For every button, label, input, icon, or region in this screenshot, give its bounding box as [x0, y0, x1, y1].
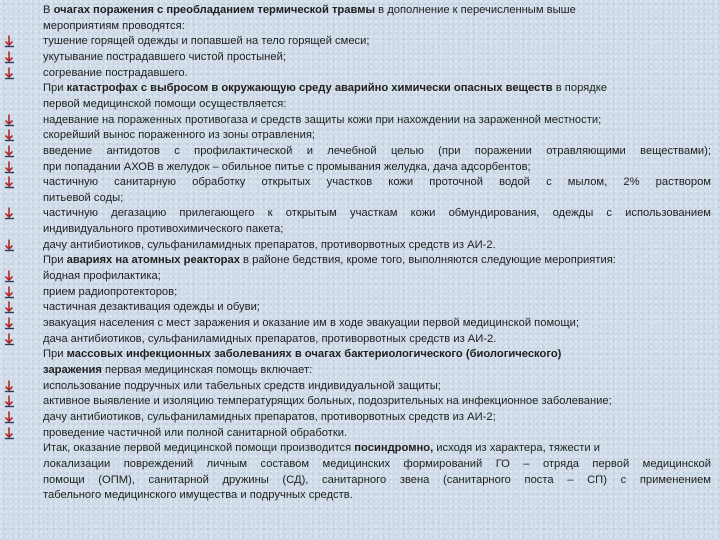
text-line [43, 97, 711, 111]
text-line [43, 394, 711, 408]
text-line [43, 363, 711, 377]
text-line [43, 34, 711, 48]
text-line [43, 441, 711, 455]
text-line [43, 238, 711, 252]
text-line [43, 379, 711, 393]
text-span: использование подручных или табельных средств индивидуальной защиты; [43, 380, 441, 392]
red-arrow-bullet-icon [4, 427, 16, 440]
text-span: При [43, 82, 67, 94]
text-span: укутывание пострадавшего чистой простыней; [43, 51, 286, 63]
text-span: йодная профилактика; [43, 270, 161, 282]
text-span: тушение горящей одежды и попавшей на тело горящей смеси; [43, 35, 370, 47]
text-span: проведение частичной или полной санитарной обработки. [43, 427, 348, 439]
red-arrow-bullet-icon [4, 395, 16, 408]
text-line [43, 347, 711, 361]
text-span: активное выявление и изоляцию температурящих больных, подозрительных на инфекционное заболевание; [43, 395, 612, 407]
red-arrow-bullet-icon [4, 161, 16, 174]
text-span: первой медицинской помощи осуществляется: [43, 98, 287, 110]
text-line [43, 457, 711, 471]
text-span: помощи (ОПМ), санитарной дружины (СД), санитарного звена (санитарного поста – СП) с применением [43, 474, 711, 486]
text-span: исходя из характера, тяжести и [433, 442, 601, 454]
text-line [43, 473, 711, 487]
text-span: частичная дезактивация одежды и обуви; [43, 301, 260, 313]
bold-text: заражения [43, 364, 102, 376]
text-span: мероприятиям проводятся: [43, 20, 185, 32]
bold-text: катастрофах с выбросом в окружающую среду аварийно химически опасных веществ [66, 82, 553, 94]
red-arrow-bullet-icon [4, 239, 16, 252]
text-line [43, 113, 711, 127]
text-line [43, 269, 711, 283]
text-line [43, 332, 711, 346]
text-line [43, 222, 711, 236]
text-line [43, 19, 711, 33]
red-arrow-bullet-icon [4, 317, 16, 330]
red-arrow-bullet-icon [4, 411, 16, 424]
text-span: в дополнение к перечисленным выше [375, 4, 576, 16]
text-line [43, 81, 711, 95]
text-span: скорейший вынос пораженного из зоны отравления; [43, 129, 315, 141]
text-span: При [43, 348, 67, 360]
text-line [43, 191, 711, 205]
text-line [43, 50, 711, 64]
red-arrow-bullet-icon [4, 286, 16, 299]
text-span: В [43, 4, 54, 16]
text-span: согревание пострадавшего. [43, 67, 188, 79]
text-span: питьевой соды; [43, 192, 124, 204]
text-span: табельного медицинского имущества и подручных средств. [43, 489, 353, 501]
bold-text: посиндромно, [354, 442, 434, 454]
text-span: Итак, оказание первой медицинской помощи производится [43, 442, 355, 454]
text-span: в порядке [552, 82, 608, 94]
red-arrow-bullet-icon [4, 270, 16, 283]
text-line [43, 66, 711, 80]
text-span: при попадании АХОВ в желудок – обильное питье с промывания желудка, дача адсорбентов; [43, 161, 531, 173]
text-span: частичную дегазацию прилегающего к открытым участкам кожи обмундирования, одежды с использованием [43, 207, 711, 219]
text-line [43, 206, 711, 220]
text-span: введение антидотов с профилактической и лечебной целью (при поражении отравляющими веществами); [43, 145, 711, 157]
text-line [43, 410, 711, 424]
text-line [43, 128, 711, 142]
red-arrow-bullet-icon [4, 51, 16, 64]
red-arrow-bullet-icon [4, 333, 16, 346]
text-span: При [43, 254, 67, 266]
text-span: локализации повреждений личным составом медицинских формирований ГО – отряда первой медицинской [43, 458, 711, 470]
text-line [43, 160, 711, 174]
red-arrow-bullet-icon [4, 380, 16, 393]
red-arrow-bullet-icon [4, 145, 16, 158]
text-line [43, 285, 711, 299]
text-span: частичную санитарную обработку открытых участков кожи проточной водой с мылом, 2% раствором [43, 176, 711, 188]
text-span: прием радиопротекторов; [43, 286, 178, 298]
text-span: дачу антибиотиков, сульфаниламидных препаратов, противорвотных средств из АИ-2; [43, 411, 496, 423]
red-arrow-bullet-icon [4, 176, 16, 189]
red-arrow-bullet-icon [4, 67, 16, 80]
text-line [43, 300, 711, 314]
text-line [43, 488, 711, 502]
bold-text: очагах поражения с преобладанием термической травмы [53, 4, 376, 16]
text-line [43, 426, 711, 440]
text-span: эвакуация населения с мест заражения и оказание им в ходе эвакуации первой медицинской помощи; [43, 317, 579, 329]
text-line [43, 144, 711, 158]
text-span: дачу антибиотиков, сульфаниламидных препаратов, противорвотных средств из АИ-2. [43, 239, 496, 251]
red-arrow-bullet-icon [4, 129, 16, 142]
red-arrow-bullet-icon [4, 35, 16, 48]
text-line [43, 316, 711, 330]
red-arrow-bullet-icon [4, 207, 16, 220]
bold-text: авариях на атомных реакторах [66, 254, 240, 266]
text-span: в районе бедствия, кроме того, выполняются следующие мероприятия: [239, 254, 616, 266]
bold-text: массовых инфекционных заболеваниях в очагах бактериологического (биологического) [66, 348, 562, 360]
text-span: первая медицинская помощь включает: [101, 364, 313, 376]
red-arrow-bullet-icon [4, 114, 16, 127]
text-line [43, 3, 711, 17]
text-span: дача антибиотиков, сульфаниламидных препаратов, противорвотных средств из АИ-2. [43, 333, 497, 345]
text-line [43, 175, 711, 189]
red-arrow-bullet-icon [4, 301, 16, 314]
text-span: надевание на пораженных противогаза и средств защиты кожи при нахождении на зараженной местности; [43, 114, 602, 126]
text-span: индивидуального противохимического пакета; [43, 223, 284, 235]
text-line [43, 253, 711, 267]
